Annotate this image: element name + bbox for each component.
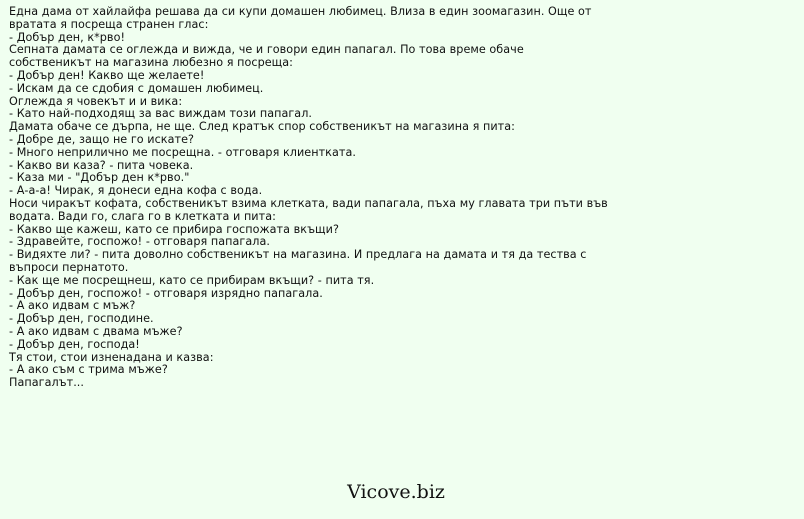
joke-line: - Добър ден, господине. [9,312,154,326]
site-brand: Vicove.biz [347,481,445,503]
joke-line: собственикът на магазина любезно я посреща: [9,56,293,70]
joke-line: - Като най-подходящ за вас виждам този папагал. [9,107,313,121]
joke-line: - Добър ден! Какво ще желаете! [9,68,205,82]
joke-line: - Видяхте ли? - пита доволно собственикът на магазина. И предлага на дамата и тя да тества с [9,248,587,262]
joke-line: вратата я посреща странен глас: [9,17,209,31]
joke-line: - А ако съм с трима мъже? [9,363,168,377]
joke-line: - Искам да се сдобия с домашен любимец. [9,81,264,95]
joke-line: - Добре де, защо не го искате? [9,132,194,146]
joke-line: - Много неприлично ме посрещна. - отговаря клиентката. [9,145,356,159]
joke-line: - А-а-а! Чирак, я донеси една кофа с вода. [9,184,263,198]
joke-line: Тя стои, стои изненадана и казва: [9,350,214,364]
joke-line: - Добър ден, господа! [9,337,140,351]
joke-line: - А ако идвам с двама мъже? [9,324,183,338]
joke-line: Сепната дамата се оглежда и вижда, че и говори един папагал. По това време обаче [9,43,524,57]
joke-text [9,6,795,390]
joke-line: Оглежда я човекът и и вика: [9,94,183,108]
joke-line: - Как ще ме посрещнеш, като се прибирам вкъщи? - пита тя. [9,273,375,287]
joke-line: - Какво ви каза? - пита човека. [9,158,194,172]
joke-line: Дамата обаче се дърпа, не ще. След кратък спор собственикът на магазина я пита: [9,120,515,134]
joke-line: Носи чиракът кофата, собственикът взима клетката, вади папагала, пъха му главата три пъти във [9,196,608,210]
joke-line: Папагалът... [9,376,85,390]
joke-line: - Каза ми - "Добър ден к*рво." [9,171,190,185]
joke-line: - А ако идвам с мъж? [9,299,136,313]
joke-line: въпроси пернатото. [9,260,129,274]
joke-line: - Какво ще кажеш, като се прибира госпожата вкъщи? [9,222,339,236]
joke-line: - Добър ден, госпожо! - отговаря изрядно папагала. [9,286,323,300]
joke-line: - Добър ден, к*рво! [9,30,126,44]
joke-line: Една дама от хайлайфа решава да си купи домашен любимец. Влиза в един зоомагазин. Още от [9,5,592,18]
joke-line: - Здравейте, госпожо! - отговаря папагала. [9,235,270,249]
joke-line: водата. Вади го, слага го в клетката и пита: [9,209,276,223]
